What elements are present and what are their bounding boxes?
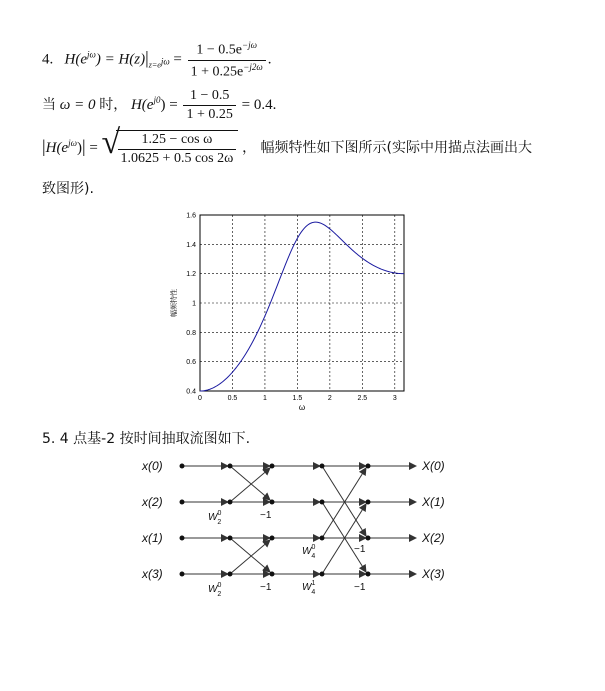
s1-cross-d [230, 540, 270, 574]
h-at-zero-close: ) = [160, 96, 178, 113]
frac3-den: 1.0625 + 0.5 cos 2ω [120, 151, 234, 166]
node-m2-3 [320, 572, 325, 577]
input-label-2: x(1) [142, 531, 163, 545]
output-label-0: X(0) [422, 459, 445, 473]
x-tick-label: 2 [327, 395, 332, 402]
problem4-continuation: 致图形). [42, 181, 94, 197]
frac1-den: 1 + 0.25e [190, 64, 244, 80]
s2-cross-d [322, 504, 366, 574]
y-axis-label: 幅频特性 [171, 289, 178, 317]
lhs-exp: jω [87, 49, 96, 60]
y-tick-label: 1 [192, 300, 196, 308]
s2-cross-a [322, 466, 366, 536]
transfer-fraction [188, 40, 266, 80]
x-tick-label: 3 [392, 395, 397, 402]
fft-flow-graph [140, 450, 460, 600]
magnitude-description: ， 幅频特性如下图所示(实际中用描点法画出大 [242, 139, 532, 156]
node-s1-1 [228, 500, 233, 505]
x-tick-label: 1.5 [292, 395, 303, 402]
neg-one-s2-upper: −1 [354, 544, 366, 555]
mag-h-close: ) [76, 139, 82, 156]
problem4-equation-1: 4. $H(e^{j\omega}) = H(z)|_{z=e^{j\omega}}$ = $\frac{1 - 0.5e^{-j\omega}}{1 + 0.25e^{-j2\omega}}$ . [42, 40, 272, 80]
mag-h: H(e [45, 139, 69, 156]
node-s1-2 [228, 536, 233, 541]
frac2-den: 1 + 0.25 [186, 107, 233, 122]
node-m1-0 [270, 464, 275, 469]
node-m1-3 [270, 572, 275, 577]
problem4-equation-2 [42, 88, 276, 123]
frac1-num-exp: −jω [242, 40, 257, 50]
x-tick-label: 0.5 [227, 395, 238, 402]
frac3-num: 1.25 − cos ω [118, 132, 237, 150]
s1-cross-c [230, 538, 270, 572]
x-tick-label: 0 [198, 395, 202, 402]
twiddle-w4-1: $W^1$ 4 [302, 580, 316, 596]
dc-result: = 0.4. [241, 96, 277, 113]
output-label-3: X(3) [422, 567, 445, 581]
y-tick-label: 1.4 [186, 241, 196, 249]
lhs-mid: ) = H(z) [95, 51, 146, 68]
output-label-1: X(1) [422, 495, 445, 509]
problem4-equation-3: $|H(e^{j\omega})|$ = √ $\frac{\text{1.25 − cos ω}}{1.0625 + 0.5 \cos 2\omega}$ ， 幅频特性如下图所示(实际中用描点法画出大 [42, 124, 532, 166]
magnitude-fraction [118, 132, 237, 167]
y-tick-label: 1.2 [186, 271, 196, 279]
node-in-2 [180, 536, 185, 541]
node-s2-0 [366, 464, 371, 469]
y-tick-label: 0.6 [186, 359, 196, 367]
eval-sub: z=e [148, 60, 161, 70]
s2-cross-b [322, 502, 366, 572]
frac2-num: 1 − 0.5 [183, 88, 235, 106]
dc-fraction [183, 88, 235, 123]
frac1-num: 1 − 0.5e [196, 42, 242, 58]
magnitude-curve [200, 222, 404, 391]
input-label-0: x(0) [142, 459, 163, 473]
eval-sub-exp: jω [160, 55, 170, 66]
frac1-den-exp: −j2ω [243, 61, 263, 72]
x-tick-label: 2.5 [357, 395, 368, 402]
shi-text: 时， [99, 96, 128, 113]
h-at-zero-exp: j0 [153, 94, 161, 105]
node-s2-1 [366, 500, 371, 505]
equals-3: = [89, 139, 98, 156]
node-s1-3 [228, 572, 233, 577]
node-m2-2 [320, 536, 325, 541]
s2-cross-c [322, 468, 366, 538]
node-m1-1 [270, 500, 275, 505]
x-axis-label: ω [298, 403, 306, 412]
magnitude-response-chart [160, 205, 420, 420]
mag-h-exp: jω [68, 137, 77, 148]
twiddle-w2-0-bottom: $W^0$ 2 [208, 582, 222, 598]
input-label-1: x(2) [142, 495, 163, 509]
node-s2-2 [366, 536, 371, 541]
twiddle-w2-0-top: $W^0$ 2 [208, 510, 222, 526]
period-1: . [267, 51, 272, 68]
neg-one-s1-top: −1 [260, 510, 272, 521]
problem-number: 4. [42, 51, 54, 68]
equals-1: = [173, 51, 182, 68]
node-s1-0 [228, 464, 233, 469]
dang-text: 当 [42, 96, 56, 113]
y-tick-label: 0.8 [186, 329, 196, 337]
node-m2-0 [320, 464, 325, 469]
node-m2-1 [320, 500, 325, 505]
x-tick-label: 1 [262, 395, 267, 402]
output-label-2: X(2) [422, 531, 445, 545]
lhs-h: H(e [64, 51, 87, 68]
chart-grid [200, 215, 404, 391]
node-in-0 [180, 464, 185, 469]
twiddle-w4-0: $W^0$ 4 [302, 544, 316, 560]
y-tick-label: 1.6 [186, 212, 196, 220]
problem5-heading: 5. 4 点基-2 按时间抽取流图如下. [42, 431, 251, 447]
node-s2-3 [366, 572, 371, 577]
s1-cross-b [230, 468, 270, 502]
chart-ticks [186, 213, 397, 403]
h-at-zero: H(e [130, 96, 154, 113]
node-in-1 [180, 500, 185, 505]
neg-one-s1-bottom: −1 [260, 582, 272, 593]
node-m1-2 [270, 536, 275, 541]
sqrt-expression [101, 124, 239, 167]
y-tick-label: 0.4 [186, 388, 196, 396]
s1-cross-a [230, 466, 270, 500]
node-in-3 [180, 572, 185, 577]
input-label-3: x(3) [142, 567, 163, 581]
omega-zero: ω = 0 [59, 96, 96, 113]
neg-one-s2-lower: −1 [354, 582, 366, 593]
sqrt-sign: √ [101, 124, 121, 161]
